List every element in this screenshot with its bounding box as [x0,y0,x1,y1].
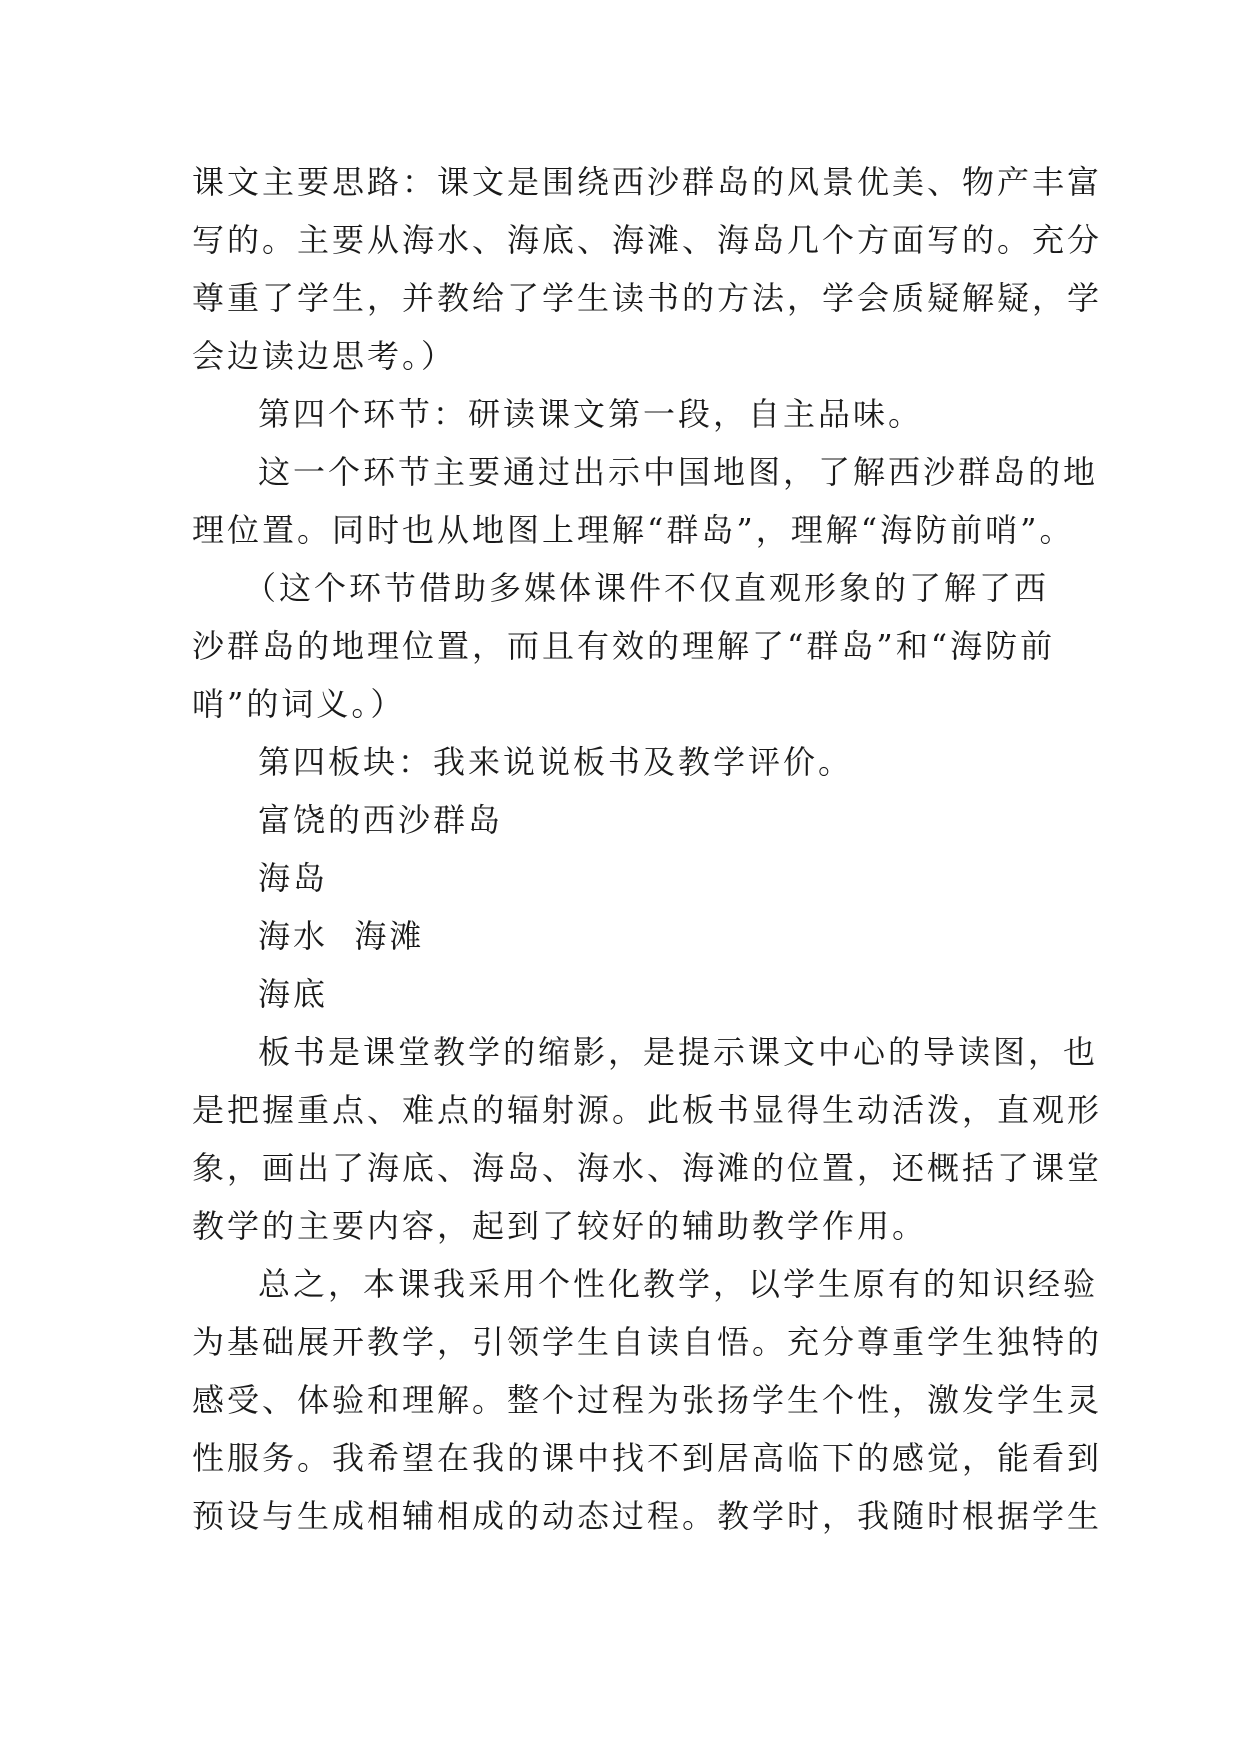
text-line: 教学的主要内容，起到了较好的辅助教学作用。 [192,1207,928,1245]
text-line: 是把握重点、难点的辐射源。此板书显得生动活泼，直观形 [192,1091,1103,1129]
text-line: 预设与生成相辅相成的动态过程。教学时，我随时根据学生 [192,1497,1103,1535]
text-line: 理位置。同时也从地图上理解“群岛”，理解“海防前哨”。 [192,511,1075,549]
text-line: 哨”的词义。） [192,685,406,723]
blackboard-item: 海底 [258,975,329,1013]
text-line: 这一个环节主要通过出示中国地图，了解西沙群岛的地 [258,453,1099,491]
blackboard-item: 海岛 [258,859,329,897]
text-line: 性服务。我希望在我的课中找不到居高临下的感觉，能看到 [192,1439,1103,1477]
text-line: 象，画出了海底、海岛、海水、海滩的位置，还概括了课堂 [192,1149,1103,1187]
text-line: 为基础展开教学，引领学生自读自悟。充分尊重学生独特的 [192,1323,1103,1361]
text-line: （这个环节借助多媒体课件不仅直观形象的了解了西 [244,569,1050,607]
blackboard-item: 海水 海滩 [258,917,425,955]
document-body [192,153,1103,1545]
text-line: 板书是课堂教学的缩影，是提示课文中心的导读图，也 [258,1033,1099,1071]
text-line: 总之，本课我采用个性化教学，以学生原有的知识经验 [258,1265,1099,1303]
text-line: 感受、体验和理解。整个过程为张扬学生个性，激发学生灵 [192,1381,1103,1419]
text-line: 写的。主要从海水、海底、海滩、海岛几个方面写的。充分 [192,221,1103,259]
text-line: 尊重了学生，并教给了学生读书的方法，学会质疑解疑，学 [192,279,1103,317]
section-heading: 第四板块：我来说说板书及教学评价。 [258,743,854,781]
blackboard-title: 富饶的西沙群岛 [258,801,504,839]
section-heading: 第四个环节：研读课文第一段，自主品味。 [258,395,924,433]
text-line: 课文主要思路：课文是围绕西沙群岛的风景优美、物产丰富 [192,163,1103,201]
text-line: 会边读边思考。） [192,337,457,375]
text-line: 沙群岛的地理位置，而且有效的理解了“群岛”和“海防前 [192,627,1056,665]
